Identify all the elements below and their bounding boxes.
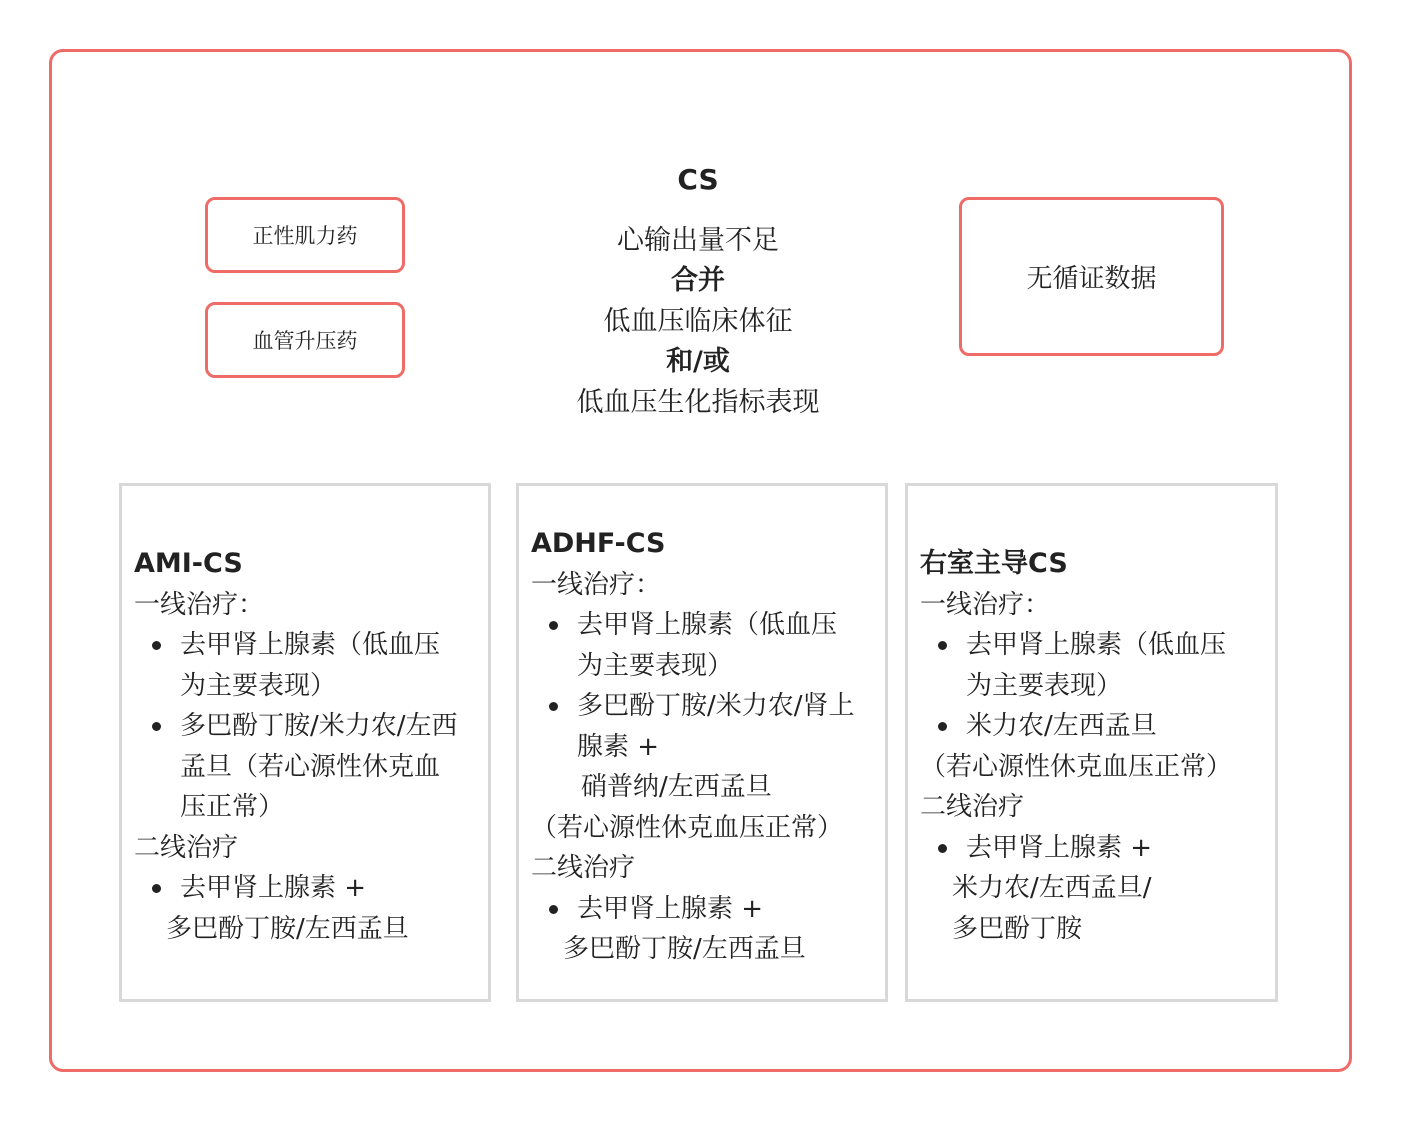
bullet-text: 多巴酚丁胺/米力农/左西	[180, 711, 458, 741]
inotropes-box	[205, 197, 405, 273]
first-line-heading: 一线治疗：	[920, 589, 1051, 620]
bullet-item	[134, 868, 484, 909]
cs-criterion-biochemical: 低血压生化指标表现	[576, 386, 820, 418]
cs-title: CS	[677, 163, 719, 196]
vasopressors-label: 血管升压药	[252, 329, 358, 353]
second-line-heading: 二线治疗	[531, 853, 636, 883]
bullet-item	[134, 625, 484, 706]
first-line-heading: 一线治疗：	[134, 589, 265, 620]
bullet-item	[531, 889, 881, 930]
bullet-continuation: 多巴酚丁胺	[952, 913, 1083, 944]
panel-title: ADHF-CS	[531, 528, 666, 559]
bullet-continuation: 米力农/左西孟旦/	[952, 873, 1152, 903]
no-evidence-box	[959, 197, 1224, 356]
bullet-text: 去甲肾上腺素（低血压	[180, 630, 441, 660]
bullet-item	[920, 828, 1271, 869]
first-line-heading: 一线治疗：	[531, 569, 662, 600]
cs-criterion-clinical: 低血压临床体征	[603, 305, 793, 337]
bullet-continuation: 硝普纳/左西孟旦	[581, 772, 772, 802]
bullet-text: 腺素 +	[577, 731, 660, 762]
condition-note: （若心源性休克血压正常）	[920, 751, 1233, 782]
bullet-text: 去甲肾上腺素（低血压	[577, 610, 838, 640]
no-evidence-label: 无循证数据	[1026, 264, 1157, 294]
inotropes-label: 正性肌力药	[252, 224, 358, 248]
panel-ami-cs	[119, 483, 491, 1002]
bullet-item	[531, 605, 881, 686]
bullet-item	[134, 706, 484, 828]
bullet-item	[920, 625, 1271, 706]
bullet-text: 去甲肾上腺素 +	[966, 832, 1153, 863]
panel-title: 右室主导CS	[920, 548, 1068, 579]
bullet-text: 多巴酚丁胺/米力农/肾上	[577, 691, 855, 721]
bullet-text: 米力农/左西孟旦	[966, 711, 1157, 741]
bullet-text: 去甲肾上腺素 +	[180, 873, 367, 903]
bullet-item	[920, 706, 1271, 747]
cs-conjunction-and-or: 和/或	[666, 346, 730, 377]
cs-criterion-cardiac-output: 心输出量不足	[617, 224, 779, 256]
bullet-text: 压正常）	[180, 792, 285, 822]
bullet-text: 去甲肾上腺素（低血压	[966, 630, 1227, 660]
bullet-text: 去甲肾上腺素 +	[577, 893, 764, 924]
panel-rv-cs	[905, 483, 1278, 1002]
bullet-continuation: 多巴酚丁胺/左西孟旦	[166, 913, 409, 944]
cs-definition	[498, 160, 898, 423]
bullet-item	[531, 686, 881, 767]
bullet-continuation: 多巴酚丁胺/左西孟旦	[563, 934, 806, 964]
panel-title: AMI-CS	[134, 548, 243, 579]
bullet-text: 为主要表现）	[577, 650, 734, 681]
condition-note: （若心源性休克血压正常）	[531, 812, 844, 843]
bullet-text: 孟旦（若心源性休克血	[180, 751, 441, 782]
second-line-heading: 二线治疗	[920, 792, 1025, 822]
cs-conjunction-and: 合并	[671, 265, 725, 296]
bullet-text: 为主要表现）	[180, 670, 337, 701]
second-line-heading: 二线治疗	[134, 832, 239, 863]
panel-adhf-cs	[516, 483, 888, 1002]
bullet-text: 为主要表现）	[966, 670, 1123, 701]
vasopressors-box	[205, 302, 405, 378]
